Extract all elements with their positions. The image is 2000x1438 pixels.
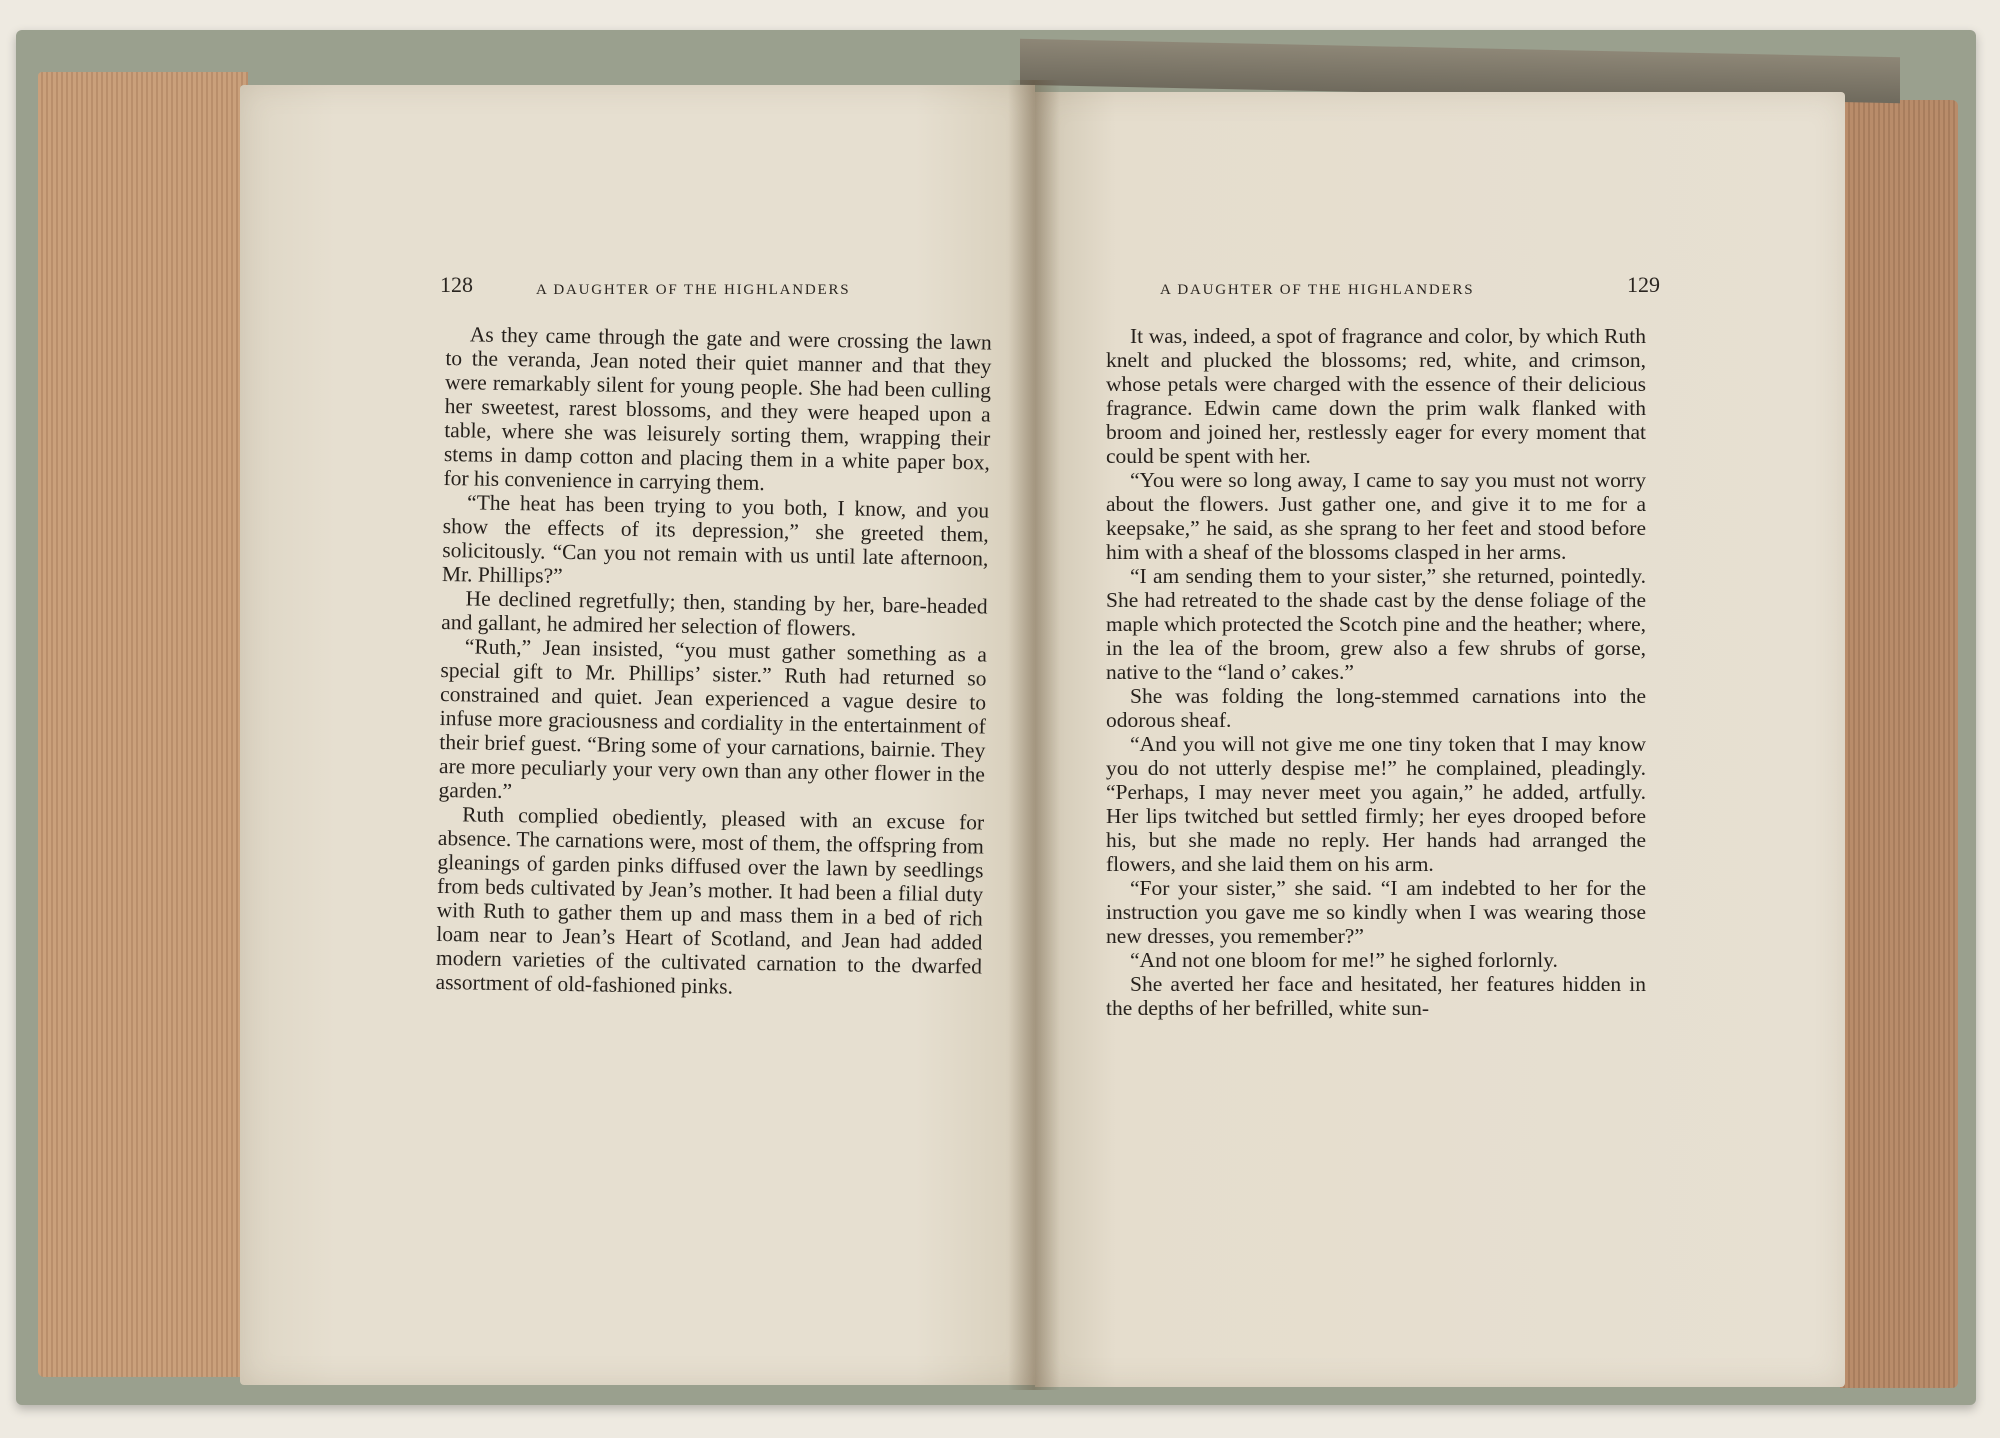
- left-running-title: A DAUGHTER OF THE HIGHLANDERS: [536, 282, 851, 298]
- left-page-number: 128: [440, 272, 473, 297]
- left-page-text: [435, 322, 991, 1002]
- right-running-title: A DAUGHTER OF THE HIGHLANDERS: [1160, 282, 1475, 298]
- paragraph: It was, indeed, a spot of fragrance and color, by which Ruth knelt and plucked the blossoms; red, white, and crimson, whose petals were charged with the essence of their delicious fragrance. Edwin came down the prim walk flanked with broom and joined her, restlessly eager for every moment that could be spent with her.: [1106, 324, 1646, 468]
- right-page-number: 129: [1627, 272, 1660, 297]
- paragraph: “And you will not give me one tiny token that I may know you do not utterly despise me!” he complained, pleadingly. “Perhaps, I may never meet you again,” he added, artfully. Her lips twitched but settled firmly; her eyes drooped before his, but she made no reply. Her hands had arranged the flowers, and she laid them on his arm.: [1106, 732, 1646, 876]
- paragraph: “Ruth,” Jean insisted, “you must gather something as a special gift to Mr. Phillips’ sister.” Ruth had returned so constrained and quiet. Jean experienced a vague desire to infuse more graciousness and cordiality in the entertainment of their brief guest. “Bring some of your carnations, bairnie. They are more peculiarly your very own than any other flower in the garden.”: [438, 634, 988, 804]
- paragraph: As they came through the gate and were crossing the lawn to the veranda, Jean noted their quiet manner and that they were remarkably silent for young people. She had been culling her sweetest, rarest blossoms, and they were heaped upon a table, where she was leisurely sorting them, wrapping their stems in damp cotton and placing them in a white paper box, for his convenience in carrying them.: [443, 322, 992, 496]
- paragraph: He declined regretfully; then, standing by her, bare-headed and gallant, he admired her selection of flowers.: [441, 586, 988, 641]
- paragraph: She averted her face and hesitated, her features hidden in the depths of her befrilled, white sun-: [1106, 972, 1646, 1020]
- book-gutter: [1008, 80, 1060, 1390]
- paragraph: “You were so long away, I came to say you must not worry about the flowers. Just gather one, and give it to me for a keepsake,” he said, as she sprang to her feet and stood before him with a sheaf of the blossoms clasped in her arms.: [1106, 468, 1646, 564]
- paragraph: “The heat has been trying to you both, I know, and you show the effects of its depression,” she greeted them, solicitously. “Can you not remain with us until late afternoon, Mr. Phillips?”: [441, 490, 990, 588]
- paragraph: Ruth complied obediently, pleased with an excuse for absence. The carnations were, most of them, the offspring from gleanings of garden pinks diffused over the lawn by seedlings from beds cultivated by Jean’s mother. It had been a filial duty with Ruth to gather them up and mass them in a bed of rich loam near to Jean’s Heart of Scotland, and Jean had added modern varieties of the cultivated carnation to the dwarfed assortment of old-fashioned pinks.: [435, 802, 985, 999]
- paragraph: “For your sister,” she said. “I am indebted to her for the instruction you gave me so kindly when I was wearing those new dresses, you remember?”: [1106, 876, 1646, 948]
- right-page-edges: [1840, 100, 1958, 1388]
- paragraph: She was folding the long-stemmed carnations into the odorous sheaf.: [1106, 684, 1646, 732]
- paragraph: “I am sending them to your sister,” she returned, pointedly. She had retreated to the shade cast by the dense foliage of the maple which protected the Scotch pine and the heather; where, in the lea of the broom, grew also a few shrubs of gorse, native to the “land o’ cakes.”: [1106, 564, 1646, 684]
- paragraph: “And not one bloom for me!” he sighed forlornly.: [1130, 948, 1558, 972]
- left-page-edges: [38, 72, 248, 1377]
- right-page-text: [1106, 324, 1646, 1020]
